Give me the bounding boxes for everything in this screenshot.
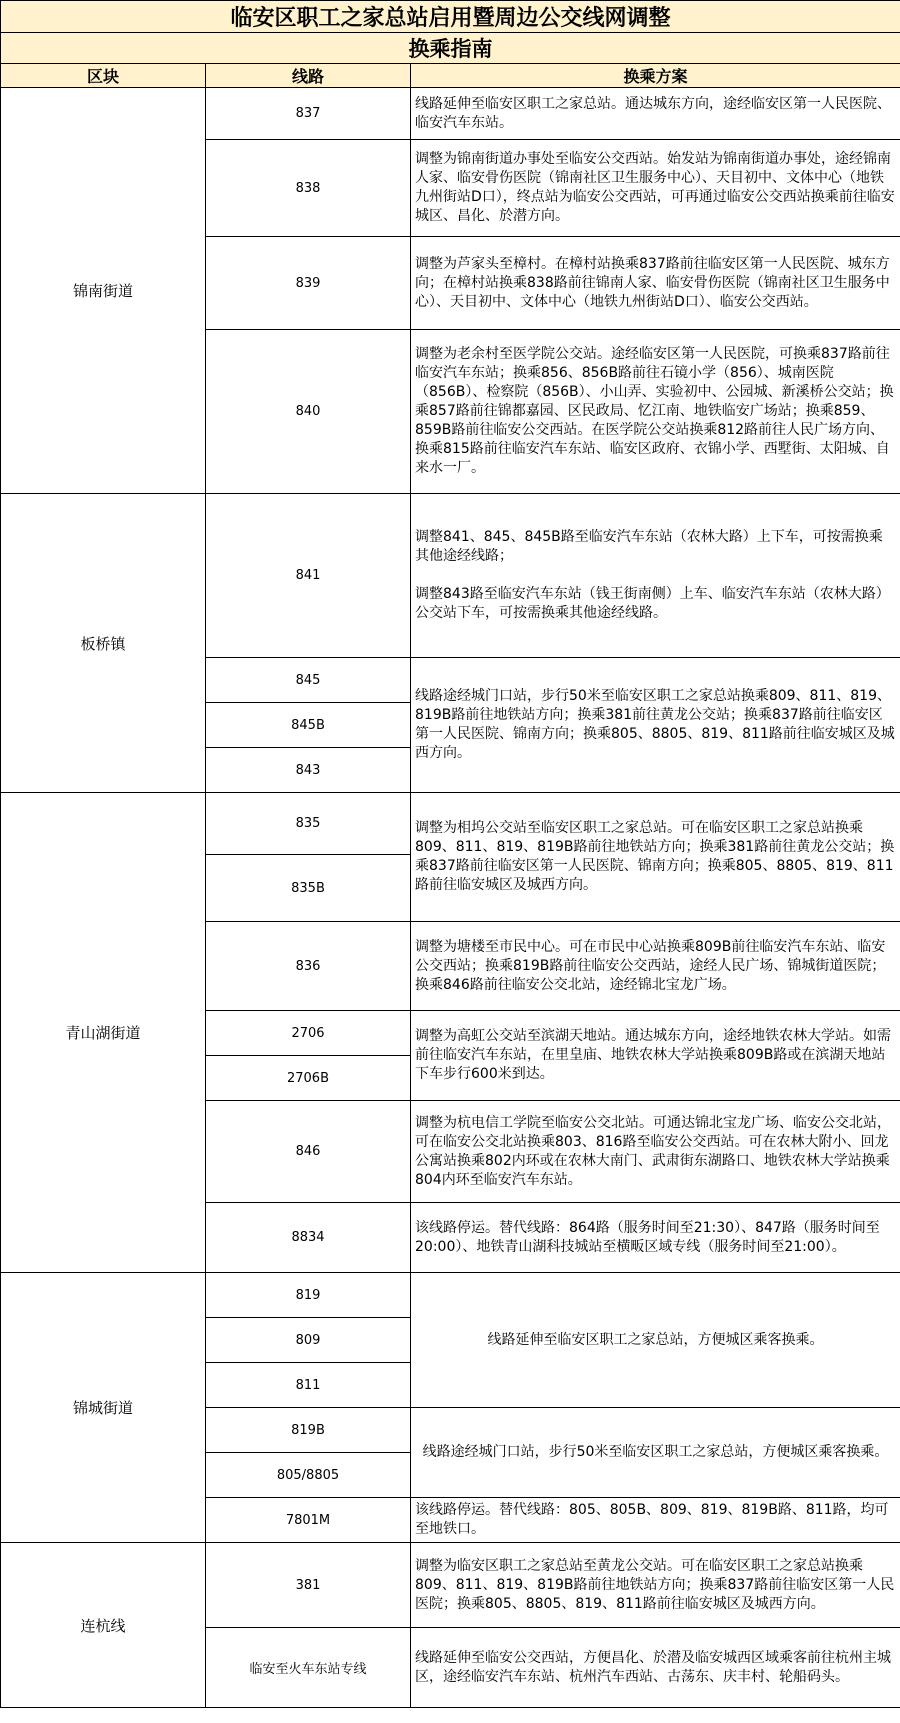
- route-cell: 819B: [206, 1408, 411, 1453]
- route-cell: 8834: [206, 1203, 411, 1273]
- route-cell: 843: [206, 748, 411, 793]
- plan-text: 该线路停运。替代线路：805、805B、809、819、819B路、811路，均可至地铁口。: [415, 1502, 889, 1537]
- plan-cell: [411, 793, 900, 922]
- plan-cell: [411, 1628, 900, 1708]
- route-cell: 805/8805: [206, 1453, 411, 1498]
- area-banqiao: 板桥镇: [1, 494, 206, 793]
- plan-cell: [411, 330, 900, 494]
- plan-text: 调整841、845、845B路至临安汽车东站（农林大路）上下车，可按需换乘其他途经线路；: [415, 529, 883, 564]
- area-lianhang: 连杭线: [1, 1543, 206, 1708]
- plan-text: 调整为塘楼至市民中心。可在市民中心站换乘809B前往临安汽车东站、临安公交西站；换乘819B路前往临安公交西站，途经人民广场、锦城街道医院；换乘846路前往临安公交北站，途经锦北宝龙广场。: [415, 938, 886, 993]
- route-cell: 2706B: [206, 1056, 411, 1101]
- route-cell: 846: [206, 1101, 411, 1203]
- route-cell: 2706: [206, 1011, 411, 1056]
- route-cell: 835B: [206, 855, 411, 922]
- plan-text: 调整为高虹公交站至滨湖天地站。通达城东方向，途经地铁农林大学站。如需前往临安汽车东站，在里皇庙、地铁农林大学站换乘809B路或在滨湖天地站下车步行600米到达。: [415, 1028, 891, 1082]
- plan-text: 线路延伸至临安区职工之家总站，方便城区乘客换乘。: [487, 1331, 824, 1348]
- route-cell: 838: [206, 140, 411, 237]
- route-cell: 836: [206, 922, 411, 1011]
- plan-text: 调整为锦南街道办事处至临安公交西站。始发站为锦南街道办事处，途经锦南人家、临安骨伤医院（锦南社区卫生服务中心）、天目初中、文体中心（地铁九州街站D口），终点站为临安公交西站，可再通过临安公交西站换乘前往临安城区、昌化、於潜方向。: [415, 151, 895, 224]
- route-cell: 845: [206, 658, 411, 703]
- route-cell: 381: [206, 1543, 411, 1628]
- route-cell: 845B: [206, 703, 411, 748]
- plan-cell: [411, 658, 900, 793]
- plan-text: 调整为临安区职工之家总站至黄龙公交站。可在临安区职工之家总站换乘809、811、819、819B路前往地铁站方向；换乘837路前往临安区第一人民医院；换乘805、8805、819、811路前往临安城区及城西方向。: [415, 1557, 895, 1612]
- plan-text: 调整为杭电信工学院至临安公交北站。可通达锦北宝龙广场、临安公交北站，可在临安公交北站换乘803、816路至临安公交西站。可在农林大附小、回龙公寓站换乘802内环或在农林大南门、武肃街东湖路口、地铁农林大学站换乘804内环至临安汽车东站。: [415, 1114, 891, 1188]
- route-cell: 841: [206, 494, 411, 658]
- plan-cell: [411, 1203, 900, 1273]
- plan-cell: [411, 88, 900, 140]
- plan-text: 调整为芦家头至樟村。在樟村站换乘837路前往临安区第一人民医院、城东方向；在樟村站换乘838路前往锦南人家、临安骨伤医院（锦南社区卫生服务中心）、天目初中、文体中心（地铁九州街站D口）、临安公交西站。: [415, 255, 890, 310]
- route-cell: 819: [206, 1273, 411, 1318]
- route-cell: 811: [206, 1363, 411, 1408]
- plan-cell: [411, 1543, 900, 1628]
- route-cell: 839: [206, 237, 411, 330]
- plan-text: 调整843路至临安汽车东站（钱王街南侧）上车、临安汽车东站（农林大路）公交站下车，可按需换乘其他途经线路。: [415, 586, 890, 621]
- plan-cell: [411, 1011, 900, 1101]
- plan-cell: [411, 1498, 900, 1543]
- plan-text: 线路途经城门口站，步行50米至临安区职工之家总站换乘809、811、819、819B路前往地铁站方向；换乘381前往黄龙公交站；换乘837路前往临安区第一人民医院、锦南方向；换乘805、8805、819、811路前往临安城区及城西方向。: [415, 688, 895, 761]
- route-cell: 809: [206, 1318, 411, 1363]
- page-title: 临安区职工之家总站启用暨周边公交线网调整: [1, 1, 900, 33]
- plan-text: 调整为相坞公交站至临安区职工之家总站。可在临安区职工之家总站换乘809、811、819、819B路前往地铁站方向；换乘381路前往黄龙公交站；换乘837路前往临安区第一人民医院、锦南方向；换乘805、8805、819、811路前往临安城区及城西方向。: [415, 820, 895, 893]
- route-cell: 840: [206, 330, 411, 494]
- route-cell: 837: [206, 88, 411, 140]
- plan-cell: [411, 1408, 900, 1498]
- plan-cell: [411, 1273, 900, 1408]
- area-qingshanhu: 青山湖街道: [1, 793, 206, 1273]
- plan-text: 线路延伸至临安公交西站，方便昌化、於潜及临安城西区域乘客前往杭州主城区，途经临安汽车东站、杭州汽车西站、古荡东、庆丰村、轮船码头。: [415, 1649, 891, 1685]
- plan-cell: [411, 922, 900, 1011]
- plan-text: 调整为老余村至医学院公交站。途经临安区第一人民医院，可换乘837路前往临安汽车东站；换乘856、856B路前往石镜小学（856）、城南医院（856B）、检察院（856B）、小山弄、实验初中、公园城、新溪桥公交站；换乘857路前往锦都嘉园、区民政局、忆江南、地铁临安广场站；换乘859、859B路前往临安公交西站。在医学院公交站换乘812路前往人民广场方向、换乘815路前往临安汽车东站、临安区政府、衣锦小学、西墅街、太阳城、自来水一厂。: [415, 346, 894, 476]
- plan-cell: [411, 140, 900, 237]
- area-jincheng: 锦城街道: [1, 1273, 206, 1543]
- plan-text: 线路延伸至临安区职工之家总站。通达城东方向，途经临安区第一人民医院、临安汽车东站。: [415, 95, 891, 131]
- plan-cell: [411, 237, 900, 330]
- plan-text: 该线路停运。替代线路：864路（服务时间至21:30）、847路（服务时间至20:00）、地铁青山湖科技城站至横畈区域专线（服务时间至21:00）。: [415, 1219, 880, 1255]
- route-cell: 835: [206, 793, 411, 855]
- route-cell: 7801M: [206, 1498, 411, 1543]
- page-subtitle: 换乘指南: [1, 33, 900, 64]
- plan-text: 线路途经城门口站，步行50米至临安区职工之家总站，方便城区乘客换乘。: [422, 1444, 889, 1460]
- route-cell: 临安至火车东站专线: [206, 1628, 411, 1708]
- plan-cell: [411, 494, 900, 658]
- column-header-route: 线路: [206, 64, 411, 88]
- plan-cell: [411, 1101, 900, 1203]
- column-header-area: 区块: [1, 64, 206, 88]
- area-jinnan: 锦南街道: [1, 88, 206, 494]
- column-header-plan: 换乘方案: [411, 64, 900, 88]
